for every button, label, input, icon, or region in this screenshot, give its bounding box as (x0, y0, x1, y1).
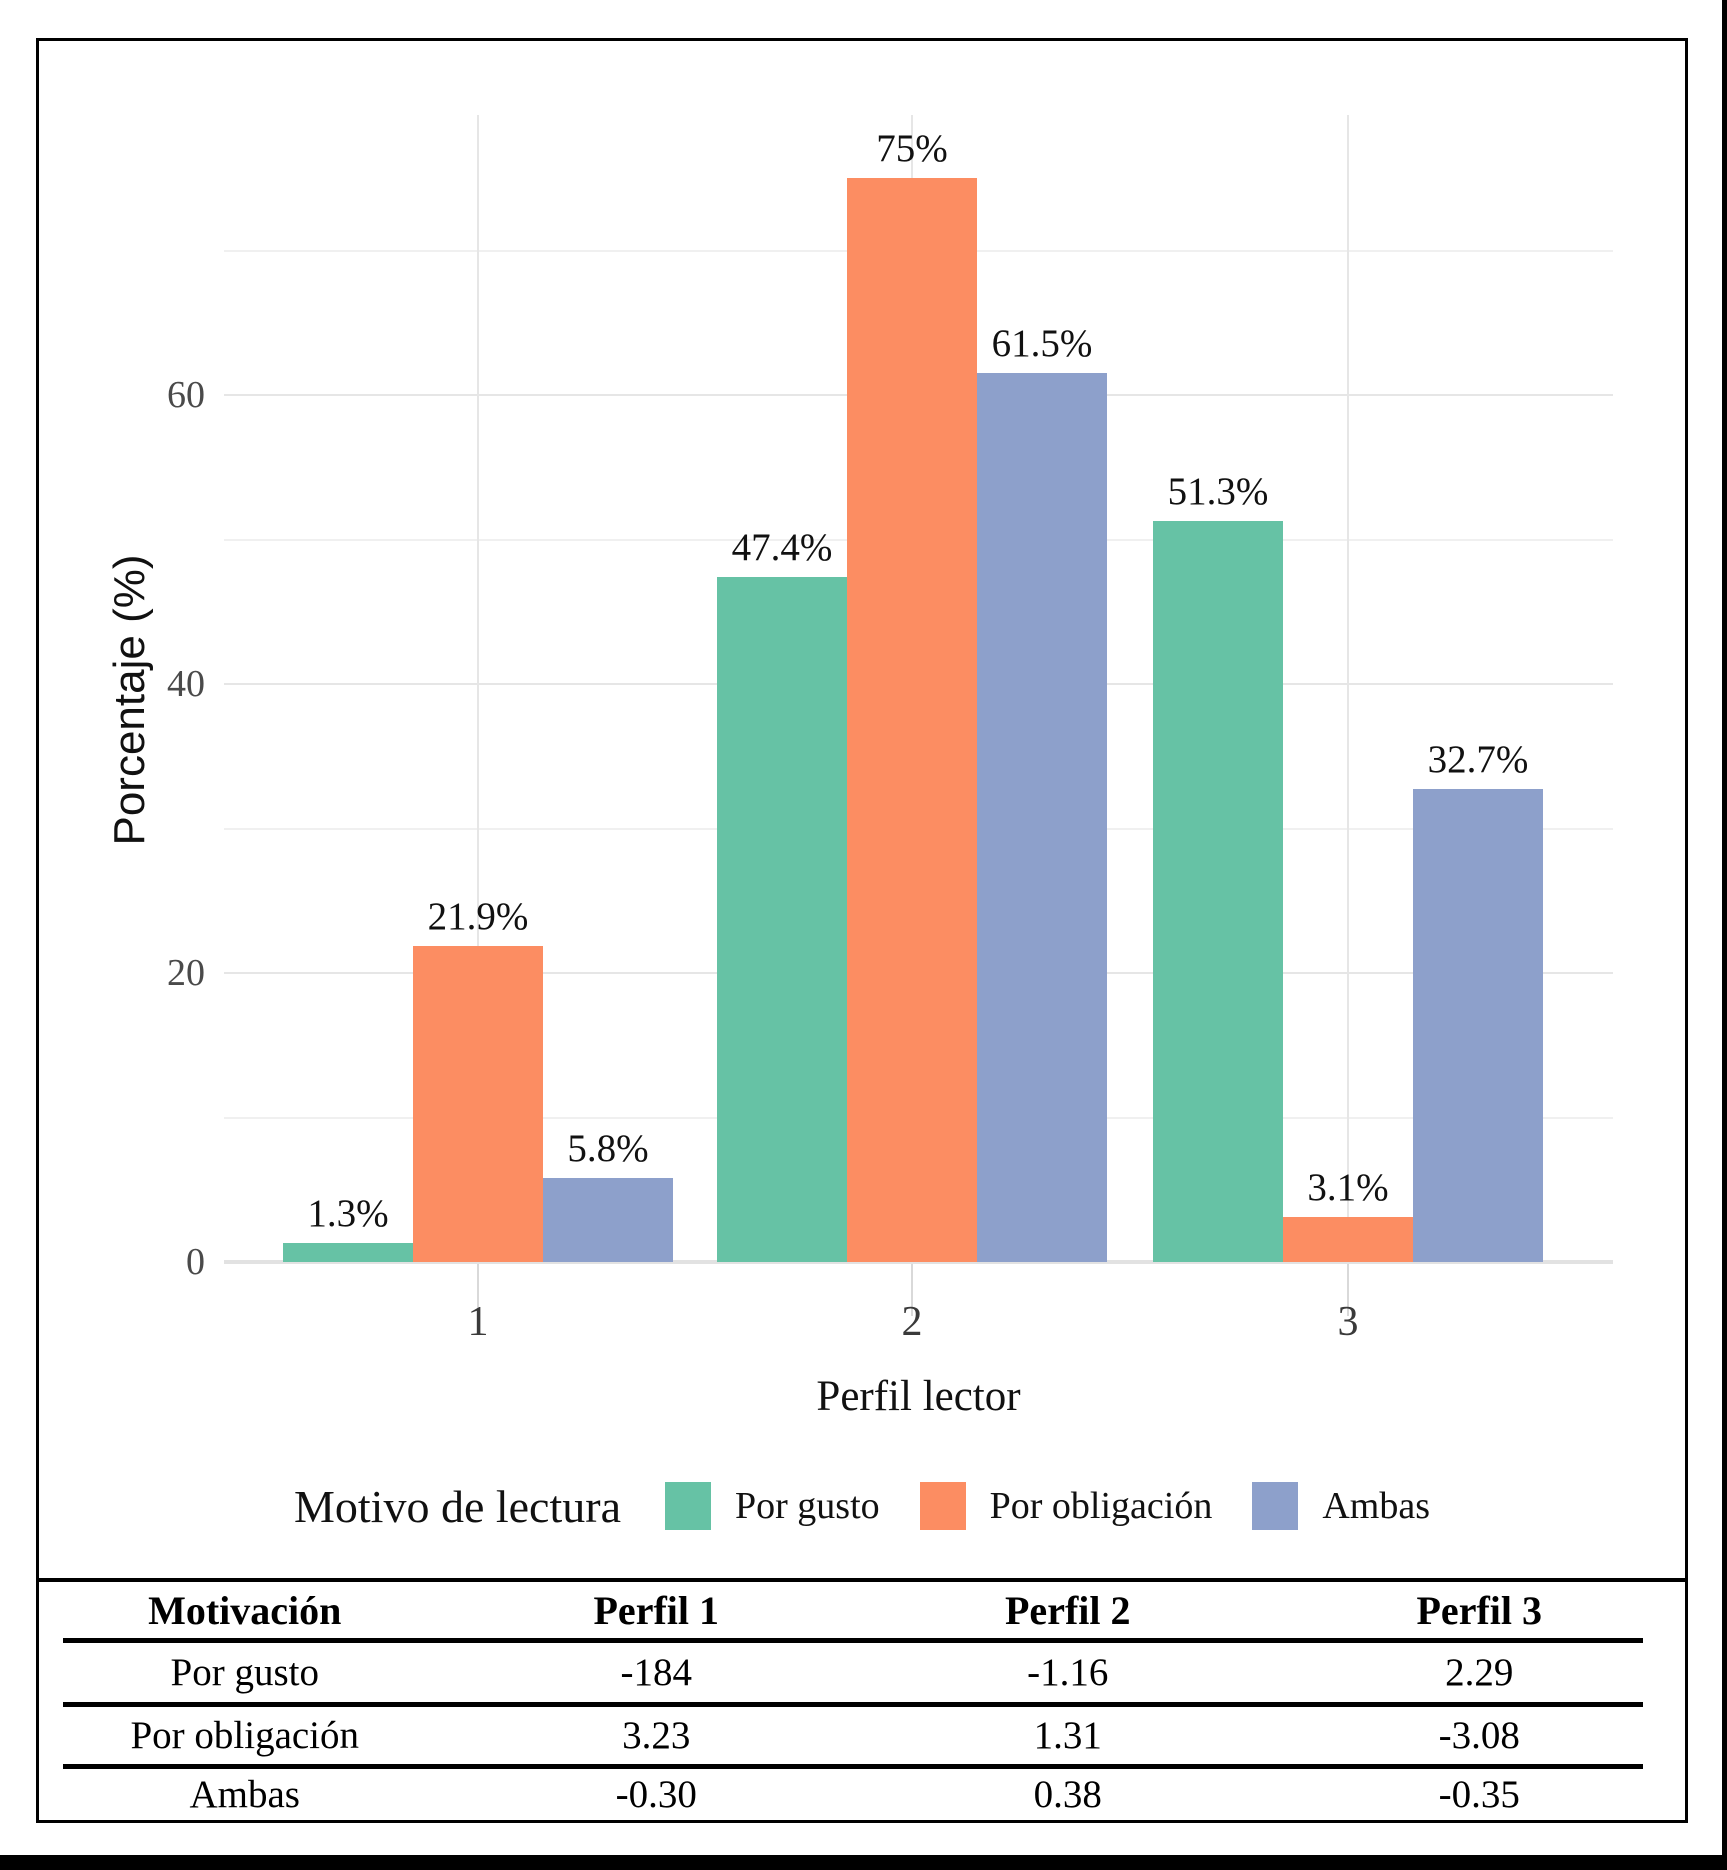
table-cell: -184 (620, 1651, 692, 1694)
y-tick-label: 20 (167, 952, 205, 994)
legend (40, 1468, 1684, 1544)
legend-label: Por gusto (735, 1485, 880, 1527)
bar (1153, 521, 1283, 1262)
table-header-row (39, 1582, 1685, 1638)
x-axis-title: Perfil lector (816, 1373, 1021, 1420)
table-header-cell: Perfil 1 (593, 1587, 719, 1633)
bar-label: 61.5% (991, 322, 1093, 366)
table-cell: 1.31 (1033, 1714, 1102, 1757)
bar-label: 47.4% (731, 526, 833, 570)
x-tick-label: 3 (1337, 1299, 1359, 1345)
bar-label: 51.3% (1167, 469, 1269, 513)
legend-items (665, 1482, 1430, 1530)
legend-item (920, 1482, 1213, 1530)
table-cell: 3.23 (622, 1714, 691, 1757)
bar-label: 75% (876, 127, 948, 171)
legend-item (1252, 1482, 1430, 1530)
table-header-cell: Motivación (148, 1587, 342, 1633)
gridline-vertical (1347, 115, 1349, 1262)
table-cell: 0.38 (1033, 1772, 1102, 1816)
y-tick-label: 40 (167, 663, 205, 705)
legend-swatch (920, 1482, 966, 1530)
bar-label: 32.7% (1427, 738, 1529, 782)
x-tick-label: 2 (901, 1299, 923, 1345)
x-tick-label: 1 (467, 1299, 489, 1345)
bar-label: 3.1% (1307, 1166, 1389, 1210)
table-cell: -1.16 (1027, 1651, 1109, 1694)
table-row (39, 1769, 1685, 1819)
legend-swatch (665, 1482, 711, 1530)
table-cell: -0.30 (615, 1772, 697, 1816)
table-row (39, 1643, 1685, 1702)
table-cell: Ambas (189, 1772, 300, 1816)
bar (283, 1243, 413, 1262)
stats-table (39, 1578, 1685, 1819)
bar (1283, 1217, 1413, 1262)
bar-label: 5.8% (567, 1127, 649, 1171)
legend-label: Por obligación (989, 1485, 1213, 1527)
bar (543, 1178, 673, 1262)
bar-label: 21.9% (427, 894, 529, 938)
bar (977, 373, 1107, 1262)
y-tick-label: 60 (167, 374, 205, 416)
bar (717, 577, 847, 1262)
y-axis-title: Porcentaje (%) (105, 554, 154, 846)
table-cell: Por gusto (170, 1651, 319, 1694)
table-header-cell: Perfil 2 (1005, 1587, 1131, 1633)
legend-title: Motivo de lectura (293, 1480, 621, 1532)
table-cell: 2.29 (1445, 1651, 1514, 1694)
y-tick-label: 0 (186, 1241, 205, 1283)
legend-item (665, 1482, 880, 1530)
bar (1413, 789, 1543, 1262)
page-right-edge (1722, 0, 1727, 1870)
table-cell: -3.08 (1438, 1714, 1520, 1757)
table-cell: Por obligación (130, 1714, 360, 1757)
table-row (39, 1707, 1685, 1764)
bar-label: 1.3% (307, 1192, 389, 1236)
legend-label: Ambas (1322, 1485, 1430, 1527)
bar (413, 946, 543, 1262)
page-bottom-strip (0, 1855, 1727, 1870)
legend-swatch (1252, 1482, 1298, 1530)
table-cell: -0.35 (1438, 1772, 1520, 1816)
table-header-cell: Perfil 3 (1416, 1587, 1542, 1633)
